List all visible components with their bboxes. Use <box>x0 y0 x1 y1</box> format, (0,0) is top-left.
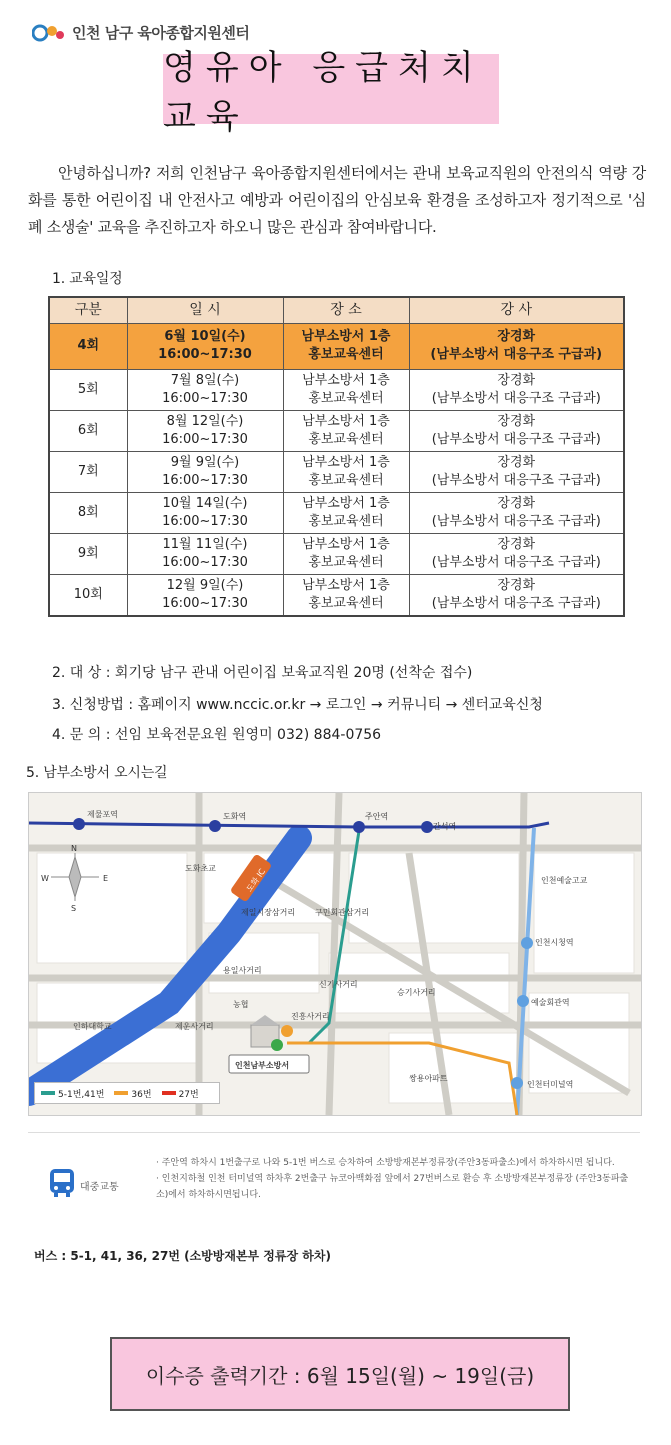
certificate-period: 이수증 출력기간 : 6월 15일(월) ~ 19일(금) <box>145 1363 535 1388</box>
session-cell-text: 4회 <box>77 338 100 353</box>
transit-notes <box>156 1155 636 1203</box>
place-cell-text: 홍보교육센터 <box>308 431 384 447</box>
table-row <box>49 574 624 616</box>
schedule-heading: 1. 교육일정 <box>52 271 123 287</box>
date-cell-text: 16:00~17:30 <box>162 595 248 611</box>
legend-label: 5-1번,41번 <box>58 1089 105 1100</box>
org-name: 인천 남구 육아종합지원센터 <box>72 23 250 42</box>
date-cell-text: 12월 9일(수) <box>166 577 244 593</box>
place-cell <box>283 323 409 369</box>
date-cell-text: 16:00~17:30 <box>162 554 248 570</box>
instructor-cell <box>409 492 624 533</box>
transit-note-2: · 인천지하철 인천 터미널역 하차후 2번출구 뉴코아백화점 앞에서 27번버스로 환승 후 소방방재본부정류장 (주안3동파출소)에서 하차하시면됩니다. <box>156 1174 629 1200</box>
info-contact: 4. 문 의 : 선임 보육전문요원 원영미 032) 884-0756 <box>52 727 382 743</box>
instructor-cell <box>409 369 624 410</box>
instructor-cell-text: (남부소방서 대응구조 구급과) <box>431 431 601 447</box>
compass-e: E <box>103 874 109 883</box>
place-cell <box>283 410 409 451</box>
map-label-ganseok: 간석역 <box>433 822 457 831</box>
date-cell-text: 16:00~17:30 <box>162 390 248 406</box>
session-cell-text: 9회 <box>77 545 99 561</box>
date-cell-text: 9월 9일(수) <box>170 454 240 470</box>
map-label-seunggi: 승기사거리 <box>397 988 436 997</box>
date-cell <box>127 410 283 451</box>
map-label-dohwa-school: 도화초교 <box>185 864 216 873</box>
header-cell: 강 사 <box>409 297 624 323</box>
map-label-jeui: 제운사거리 <box>175 1022 214 1031</box>
instructor-cell-text: (남부소방서 대응구조 구급과) <box>431 554 601 570</box>
table-row <box>49 410 624 451</box>
place-cell <box>283 492 409 533</box>
place-cell <box>283 574 409 616</box>
instructor-cell <box>409 574 624 616</box>
place-cell <box>283 533 409 574</box>
place-cell-text: 남부소방서 1층 <box>302 495 390 511</box>
instructor-cell-text: (남부소방서 대응구조 구급과) <box>430 347 603 362</box>
place-cell-text: 홍보교육센터 <box>308 472 384 488</box>
date-cell <box>127 492 283 533</box>
place-cell-text: 홍보교육센터 <box>308 595 384 611</box>
instructor-cell <box>409 533 624 574</box>
table-row <box>49 492 624 533</box>
compass-s: S <box>71 904 77 913</box>
place-cell-text: 남부소방서 1층 <box>302 577 390 593</box>
transit-note-1: · 주안역 하차시 1번출구로 나와 5-1번 버스로 승차하여 소방방재본부정류장(주안3동파출소)에서 하차하시면 됩니다. <box>156 1158 615 1168</box>
date-cell-text: 16:00~17:30 <box>162 431 248 447</box>
map-canvas <box>29 793 641 1115</box>
header-cell: 일 시 <box>127 297 283 323</box>
instructor-cell-text: 장경화 <box>497 495 536 511</box>
compass-w: W <box>41 874 49 883</box>
map-label-incheon-arts: 인천예술고교 <box>541 876 588 885</box>
date-cell <box>127 323 283 369</box>
schedule-table <box>48 296 625 617</box>
instructor-cell-text: (남부소방서 대응구조 구급과) <box>431 513 601 529</box>
map-label-station: 인천남부소방서 <box>235 1061 290 1070</box>
place-cell <box>283 451 409 492</box>
transit-note-text: 인천지하철 인천 터미널역 하차후 2번출구 뉴코아백화점 앞에서 27번버스로 환승 후 소방방재본부정류장 (주안3동파출소)에서 하차하시면됩니다. <box>156 1174 629 1200</box>
instructor-cell-text: 장경화 <box>497 454 536 470</box>
info-target: 2. 대 상 : 회기당 남구 관내 어린이집 보육교직원 20명 (선착순 접수) <box>52 665 473 681</box>
table-row <box>49 323 624 369</box>
session-cell <box>49 410 127 451</box>
session-cell <box>49 574 127 616</box>
session-cell-text: 10회 <box>73 586 103 602</box>
map-label-jehyeong: 제물포역 <box>87 810 118 819</box>
session-cell <box>49 369 127 410</box>
date-cell-text: 16:00~17:30 <box>158 347 252 362</box>
instructor-cell <box>409 410 624 451</box>
map-label-nonghyup: 농협 <box>233 1000 249 1009</box>
instructor-cell-text: 장경화 <box>497 372 536 388</box>
place-cell-text: 남부소방서 1층 <box>301 329 391 344</box>
date-cell <box>127 369 283 410</box>
place-cell-text: 홍보교육센터 <box>308 390 384 406</box>
organization-logo-icon <box>32 21 66 43</box>
map-label-terminal: 인천터미널역 <box>527 1080 574 1089</box>
map-label-city-hall: 인천시청역 <box>535 938 574 947</box>
intro-text: 안녕하십니까? 저희 인천남구 육아종합지원센터에서는 관내 보육교직원의 안전의식 역량 강화를 통한 어린이집 내 안전사고 예방과 어린이집의 안심보육 환경을 조성하고자 정기적으로 '심폐 소생술' 교육을 추진하고자 하오니 많은 관심과 참여바랍니다. <box>28 164 646 236</box>
directions-heading: 5. 남부소방서 오시는길 <box>26 765 168 781</box>
instructor-cell <box>409 451 624 492</box>
map-label-market: 제일시장삼거리 <box>241 908 296 917</box>
map-label-jinheung: 진흥사거리 <box>291 1012 330 1021</box>
transit-note-text: 주안역 하차시 1번출구로 나와 5-1번 버스로 승차하여 소방방재본부정류장(주안3동파출소)에서 하차하시면 됩니다. <box>161 1158 615 1168</box>
date-cell-text: 8월 12일(수) <box>166 413 244 429</box>
place-cell-text: 남부소방서 1층 <box>302 536 390 552</box>
legend-swatch <box>41 1091 55 1095</box>
session-cell-text: 5회 <box>77 381 99 397</box>
session-cell <box>49 323 127 369</box>
legend-swatch <box>114 1091 128 1095</box>
table-row <box>49 451 624 492</box>
transit-label: 대중교통 <box>80 1182 119 1193</box>
date-cell-text: 11월 11일(수) <box>162 536 248 552</box>
date-cell-text: 7월 8일(수) <box>170 372 240 388</box>
page-title-box <box>163 48 499 137</box>
info-apply: 3. 신청방법 : 홈페이지 www.nccic.or.kr → 로그인 → 커뮤니티 → 센터교육신청 <box>52 697 543 713</box>
map-label-singi: 신기사거리 <box>319 980 358 989</box>
legend-swatch <box>162 1091 176 1095</box>
header-cell: 구분 <box>49 297 127 323</box>
place-cell-text: 남부소방서 1층 <box>302 454 390 470</box>
map-label-dohwa: 도화역 <box>223 812 247 821</box>
instructor-cell-text: 장경화 <box>497 577 536 593</box>
instructor-cell-text: 장경화 <box>497 413 536 429</box>
legend-label: 27번 <box>178 1089 199 1100</box>
header-cell: 장 소 <box>283 297 409 323</box>
map-label-gumin: 구민회관삼거리 <box>315 908 370 917</box>
map-label-yongil: 용일사거리 <box>223 966 262 975</box>
map-label-inha: 인하대학교 <box>73 1022 112 1031</box>
session-cell-text: 8회 <box>77 504 99 520</box>
map-label-dohwa-ic: 도화 IC <box>244 867 268 894</box>
map-label-ssangyong: 쌍용아파트 <box>409 1074 448 1083</box>
legend-item <box>162 1087 199 1100</box>
session-cell <box>49 451 127 492</box>
legend-item <box>114 1087 151 1100</box>
instructor-cell <box>409 323 624 369</box>
map-label-culture: 예술회관역 <box>531 998 570 1007</box>
date-cell <box>127 533 283 574</box>
instructor-cell-text: (남부소방서 대응구조 구급과) <box>431 472 601 488</box>
page-title: 영유아 응급처치 교육 <box>163 48 484 137</box>
instructor-cell-text: 장경화 <box>497 536 536 552</box>
location-map <box>28 792 642 1116</box>
session-cell-text: 6회 <box>77 422 99 438</box>
table-row <box>49 369 624 410</box>
place-cell-text: 홍보교육센터 <box>308 347 384 362</box>
bus-icon <box>48 1167 76 1199</box>
instructor-cell-text: (남부소방서 대응구조 구급과) <box>431 595 601 611</box>
date-cell-text: 10월 14일(수) <box>162 495 248 511</box>
compass-n: N <box>71 844 77 853</box>
divider <box>28 1132 640 1133</box>
place-cell-text: 남부소방서 1층 <box>302 372 390 388</box>
map-label-juan: 주안역 <box>365 812 389 821</box>
place-cell-text: 홍보교육센터 <box>308 554 384 570</box>
date-cell-text: 6월 10일(수) <box>164 329 246 344</box>
date-cell-text: 16:00~17:30 <box>162 513 248 529</box>
table-header-row <box>49 297 624 323</box>
legend-label: 36번 <box>131 1089 152 1100</box>
session-cell-text: 7회 <box>77 463 99 479</box>
date-cell <box>127 451 283 492</box>
map-legend <box>34 1082 220 1104</box>
session-cell <box>49 533 127 574</box>
session-cell <box>49 492 127 533</box>
instructor-cell-text: (남부소방서 대응구조 구급과) <box>431 390 601 406</box>
place-cell-text: 남부소방서 1층 <box>302 413 390 429</box>
legend-item <box>41 1087 104 1100</box>
fire-station-icon <box>251 1015 293 1051</box>
certificate-period-box <box>110 1337 570 1411</box>
place-cell-text: 홍보교육센터 <box>308 513 384 529</box>
table-row <box>49 533 624 574</box>
date-cell <box>127 574 283 616</box>
bus-info: 버스 : 5-1, 41, 36, 27번 (소방방재본부 정류장 하차) <box>34 1249 331 1263</box>
place-cell <box>283 369 409 410</box>
date-cell-text: 16:00~17:30 <box>162 472 248 488</box>
instructor-cell-text: 장경화 <box>497 329 536 344</box>
